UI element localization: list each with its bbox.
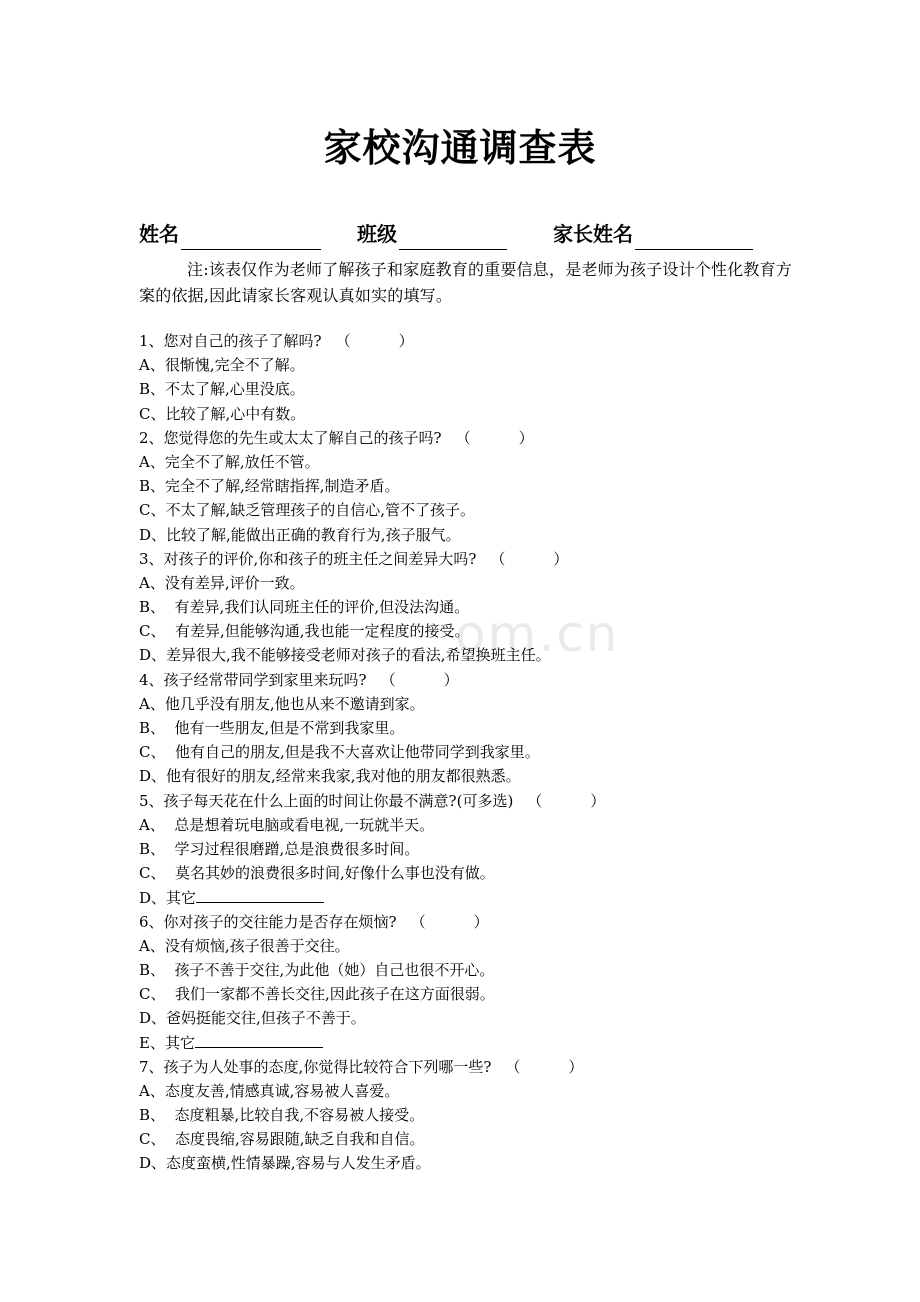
field-label: 班级 bbox=[357, 222, 397, 246]
option-item bbox=[139, 1151, 799, 1175]
option-text: D、态度蛮横,性情暴躁,容易与人发生矛盾。 bbox=[139, 1154, 431, 1173]
question-text: 1、您对自己的孩子了解吗? bbox=[139, 332, 322, 350]
question-6 bbox=[139, 910, 799, 934]
field-label: 家长姓名 bbox=[553, 222, 633, 246]
option-text: B、 有差异,我们认同班主任的评价,但没法沟通。 bbox=[139, 598, 470, 617]
option-text: B、完全不了解,经常瞎指挥,制造矛盾。 bbox=[139, 477, 400, 496]
option-item bbox=[139, 498, 799, 522]
option-text: D、其它 bbox=[139, 889, 197, 908]
option-text: A、态度友善,情感真诚,容易被人喜爱。 bbox=[139, 1081, 400, 1100]
option-text: B、 态度粗暴,比较自我,不容易被人接受。 bbox=[139, 1106, 425, 1124]
option-item bbox=[139, 377, 799, 401]
question-1 bbox=[139, 329, 799, 353]
field-label: 姓名 bbox=[139, 222, 179, 246]
option-text: C、 他有自己的朋友,但是我不大喜欢让他带同学到我家里。 bbox=[139, 743, 540, 762]
option-text: B、 孩子不善于交往,为此他（她）自己也很不开心。 bbox=[139, 960, 495, 979]
question-list bbox=[139, 329, 799, 1176]
answer-blank[interactable]: （ ） bbox=[455, 428, 534, 447]
option-item bbox=[139, 861, 799, 885]
option-text: D、爸妈挺能交往,但孩子不善于。 bbox=[139, 1009, 366, 1028]
option-item bbox=[139, 934, 799, 958]
option-item bbox=[139, 1103, 799, 1127]
other-fill-blank[interactable] bbox=[196, 885, 324, 903]
student-name-blank[interactable] bbox=[181, 225, 321, 250]
option-item bbox=[139, 474, 799, 498]
option-text: B、 他有一些朋友,但是不常到我家里。 bbox=[139, 719, 405, 737]
question-3 bbox=[139, 547, 799, 571]
question-text: 5、孩子每天花在什么上面的时间让你最不满意?(可多选) bbox=[139, 791, 514, 810]
option-text: A、完全不了解,放任不管。 bbox=[139, 452, 320, 471]
option-item bbox=[139, 353, 799, 377]
option-text: C、 态度畏缩,容易跟随,缺乏自我和自信。 bbox=[139, 1130, 425, 1149]
option-text: C、 莫名其妙的浪费很多时间,好像什么事也没有做。 bbox=[139, 864, 495, 883]
option-text: A、没有差异,评价一致。 bbox=[139, 573, 305, 592]
question-text: 4、孩子经常带同学到家里来玩吗? bbox=[139, 670, 367, 689]
option-item bbox=[139, 837, 799, 861]
option-text: A、很惭愧,完全不了解。 bbox=[139, 356, 305, 375]
option-item bbox=[139, 595, 799, 619]
option-item bbox=[139, 450, 799, 474]
option-item bbox=[139, 619, 799, 643]
option-text: A、 总是想着玩电脑或看电视,一玩就半天。 bbox=[139, 815, 435, 834]
option-item bbox=[139, 692, 799, 716]
option-item bbox=[139, 885, 799, 909]
question-text: 6、你对孩子的交往能力是否存在烦恼? bbox=[139, 912, 397, 931]
survey-note: 注:该表仅作为老师了解孩子和家庭教育的重要信息，是老师为孩子设计个性化教育方案的依据,因此请家长客观认真如实的填写。 bbox=[139, 260, 792, 305]
option-text: B、不太了解,心里没底。 bbox=[139, 380, 305, 399]
option-text: C、不太了解,缺乏管理孩子的自信心,管不了孩子。 bbox=[139, 501, 476, 520]
parent-name-blank[interactable] bbox=[635, 225, 753, 250]
option-item bbox=[139, 402, 799, 426]
option-text: D、比较了解,能做出正确的教育行为,孩子服气。 bbox=[139, 525, 461, 544]
question-text: 7、孩子为人处事的态度,你觉得比较符合下列哪一些? bbox=[139, 1057, 492, 1076]
option-text: C、比较了解,心中有数。 bbox=[139, 404, 306, 423]
question-text: 2、您觉得您的先生或太太了解自己的孩子吗? bbox=[139, 428, 442, 447]
question-2 bbox=[139, 426, 799, 450]
option-item bbox=[139, 1079, 799, 1103]
answer-blank[interactable]: （ ） bbox=[335, 332, 414, 350]
option-item bbox=[139, 1030, 799, 1054]
option-text: C、 我们一家都不善长交往,因此孩子在这方面很弱。 bbox=[139, 985, 495, 1004]
option-text: C、 有差异,但能够沟通,我也能一定程度的接受。 bbox=[139, 622, 470, 641]
option-text: A、没有烦恼,孩子很善于交往。 bbox=[139, 936, 350, 955]
option-text: D、他有很好的朋友,经常来我家,我对他的朋友都很熟悉。 bbox=[139, 767, 521, 786]
option-item bbox=[139, 958, 799, 982]
option-item bbox=[139, 740, 799, 764]
class-blank[interactable] bbox=[399, 225, 507, 250]
page-title: 家校沟通调查表 bbox=[323, 125, 597, 170]
question-text: 3、对孩子的评价,你和孩子的班主任之间差异大吗? bbox=[139, 549, 477, 568]
option-item bbox=[139, 1127, 799, 1151]
question-4 bbox=[139, 668, 799, 692]
option-text: B、 学习过程很磨蹭,总是浪费很多时间。 bbox=[139, 839, 420, 858]
answer-blank[interactable]: （ ） bbox=[490, 549, 569, 568]
answer-blank[interactable]: （ ） bbox=[505, 1057, 584, 1076]
class-field[interactable] bbox=[357, 218, 507, 250]
option-item bbox=[139, 523, 799, 547]
question-5 bbox=[139, 789, 799, 813]
answer-blank[interactable]: （ ） bbox=[410, 912, 489, 931]
option-item bbox=[139, 982, 799, 1006]
watermark: om.cn bbox=[455, 605, 620, 663]
answer-blank[interactable]: （ ） bbox=[380, 670, 459, 689]
option-item bbox=[139, 764, 799, 788]
other-fill-blank[interactable] bbox=[195, 1030, 323, 1048]
option-text: D、差异很大,我不能够接受老师对孩子的看法,希望换班主任。 bbox=[139, 646, 551, 665]
parent-name-field[interactable] bbox=[553, 218, 753, 250]
option-item bbox=[139, 643, 799, 667]
option-item bbox=[139, 716, 799, 740]
question-7 bbox=[139, 1055, 799, 1079]
option-item bbox=[139, 571, 799, 595]
option-text: E、其它 bbox=[139, 1034, 195, 1053]
option-item bbox=[139, 813, 799, 837]
option-item bbox=[139, 1006, 799, 1030]
student-name-field[interactable] bbox=[139, 218, 321, 250]
option-text: A、他几乎没有朋友,他也从来不邀请到家。 bbox=[139, 694, 425, 713]
answer-blank[interactable]: （ ） bbox=[527, 791, 606, 810]
